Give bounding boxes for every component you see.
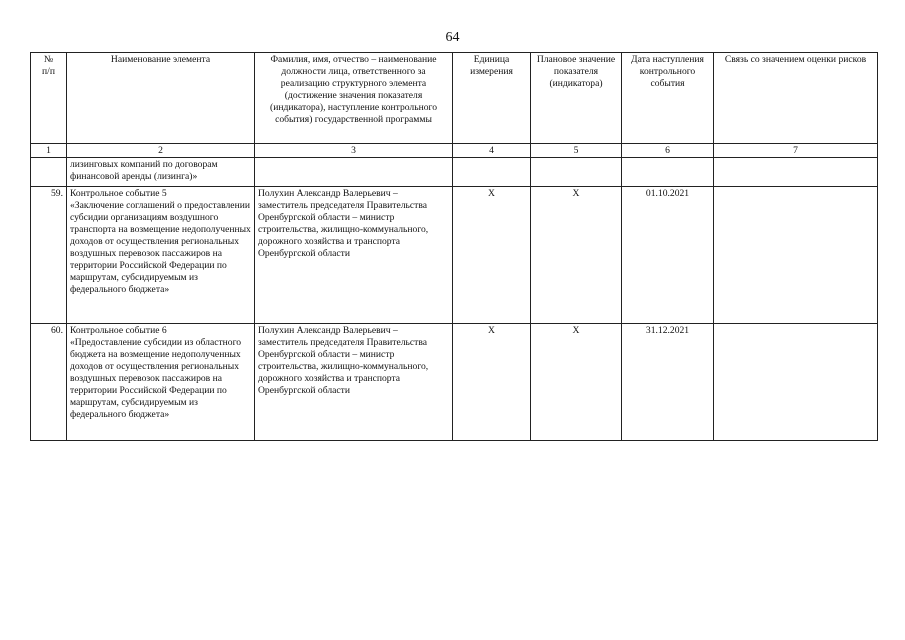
row-responsible: Полухин Александр Валерьевич – заместитель председателя Правительства Оренбургской области – министр строительства, жилищно-коммунального, дорожного хозяйства и транспорта Оренбургской области [255, 187, 453, 324]
row-responsible [255, 158, 453, 187]
row-element-name: лизинговых компаний по договорам финансовой аренды (лизинга)» [67, 158, 255, 187]
header-element-name: Наименование элемента [67, 53, 255, 144]
column-number: 1 [31, 144, 67, 158]
table-row [31, 158, 878, 187]
column-number: 7 [714, 144, 878, 158]
row-plan [531, 158, 622, 187]
row-date: 31.12.2021 [622, 324, 714, 441]
row-date: 01.10.2021 [622, 187, 714, 324]
header-planned-value: Плановое значение показателя (индикатора) [531, 53, 622, 144]
row-plan: Х [531, 187, 622, 324]
row-unit: Х [453, 324, 531, 441]
header-responsible-person: Фамилия, имя, отчество – наименование должности лица, ответственного за реализацию структурного элемента (достижение значения показателя (индикатора), наступление контрольного события) государственной программы [255, 53, 453, 144]
header-number: № п/п [31, 53, 67, 144]
column-number: 6 [622, 144, 714, 158]
row-number: 60. [31, 324, 67, 441]
row-risk [714, 158, 878, 187]
column-number: 5 [531, 144, 622, 158]
column-number: 3 [255, 144, 453, 158]
row-risk [714, 324, 878, 441]
column-number: 2 [67, 144, 255, 158]
table-header-row [31, 53, 878, 144]
page-number: 64 [445, 30, 460, 45]
control-events-table [30, 52, 878, 441]
row-unit [453, 158, 531, 187]
table-row [31, 187, 878, 324]
table-row [31, 324, 878, 441]
header-risk-link: Связь со значением оценки рисков [714, 53, 878, 144]
column-number: 4 [453, 144, 531, 158]
column-numbers-row [31, 144, 878, 158]
row-element-name: Контрольное событие 5 «Заключение соглашений о предоставлении субсидии организациям воздушного транспорта на возмещение недополученных доходов от осуществления региональных воздушных перевозок пассажиров на территории Российской Федерации по маршрутам, субсидируемым из федерального бюджета» [67, 187, 255, 324]
row-date [622, 158, 714, 187]
header-event-date: Дата наступления контрольного события [622, 53, 714, 144]
row-unit: Х [453, 187, 531, 324]
row-element-name: Контрольное событие 6 «Предоставление субсидии из областного бюджета на возмещение недополученных доходов от осуществления региональных воздушных перевозок пассажиров на территории Российской Федерации по маршрутам, субсидируемым из федерального бюджета» [67, 324, 255, 441]
row-number [31, 158, 67, 187]
row-risk [714, 187, 878, 324]
header-unit: Единица измерения [453, 53, 531, 144]
row-plan: Х [531, 324, 622, 441]
row-responsible: Полухин Александр Валерьевич – заместитель председателя Правительства Оренбургской области – министр строительства, жилищно-коммунального, дорожного хозяйства и транспорта Оренбургской области [255, 324, 453, 441]
row-number: 59. [31, 187, 67, 324]
